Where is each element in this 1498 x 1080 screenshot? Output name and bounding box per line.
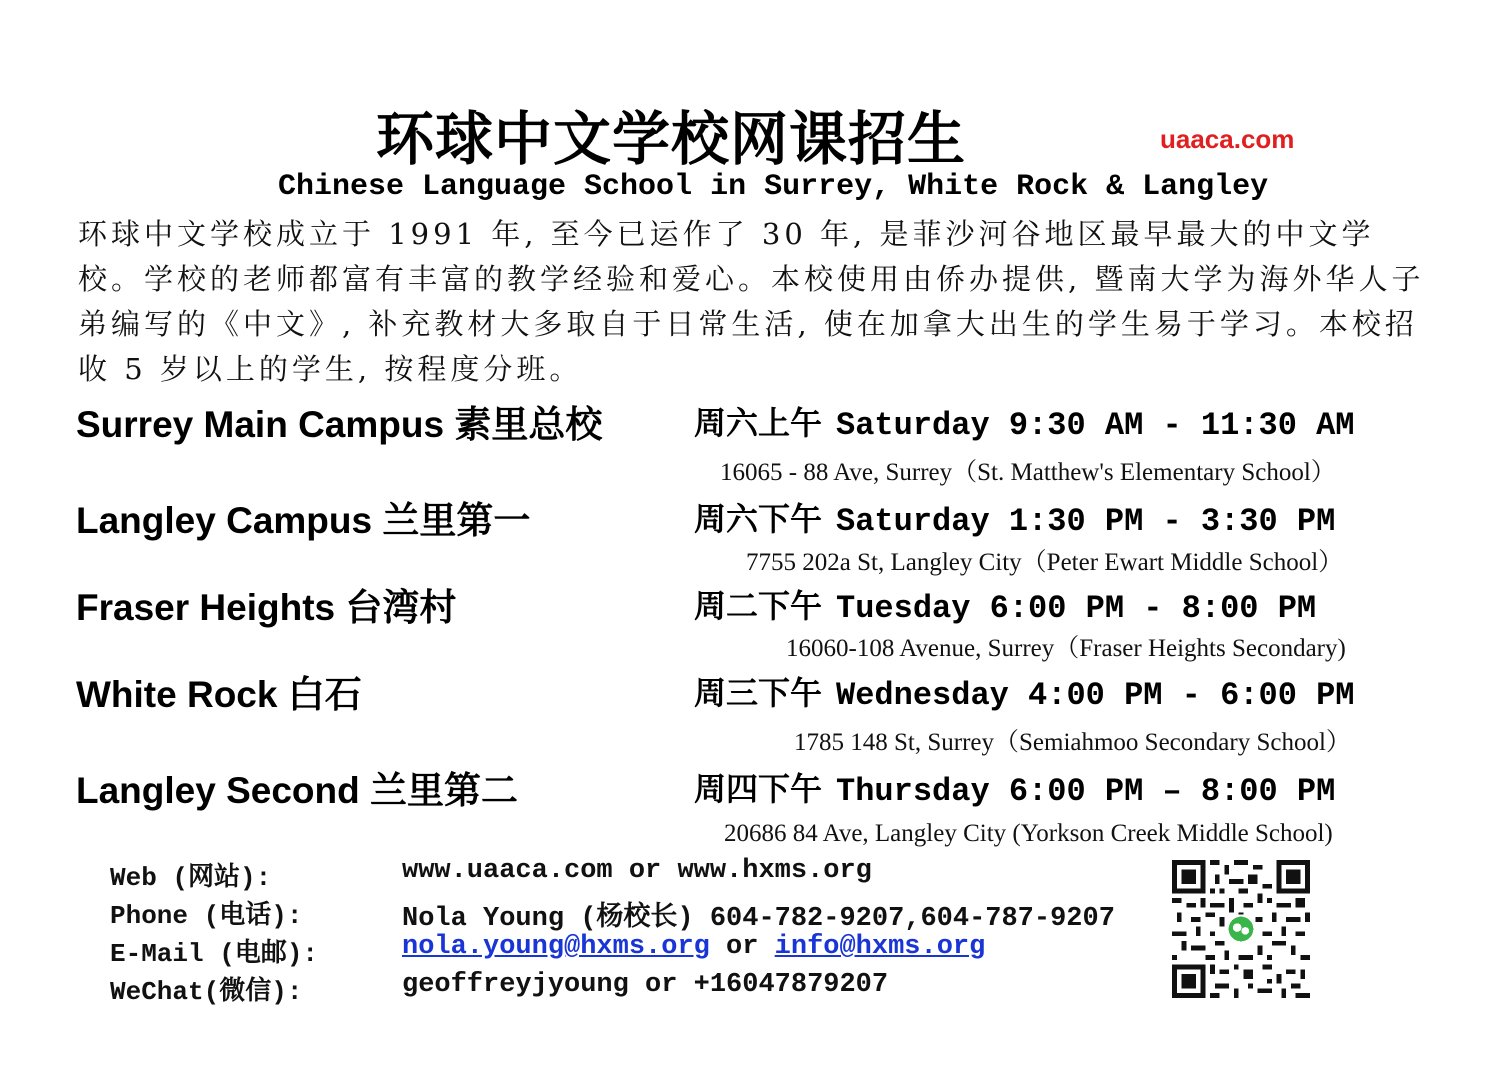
schedule-time: Saturday 9:30 AM - 11:30 AM (836, 407, 1355, 444)
address-white-rock: 1785 148 St, Surrey（Semiahmoo Secondary School） (794, 729, 1351, 756)
schedule-fraser-heights (694, 581, 1316, 627)
email-value (402, 932, 985, 962)
wechat-value: geoffreyjyoung or +16047879207 (402, 970, 889, 1000)
schedule-langley-second (694, 764, 1335, 810)
wechat-label: WeChat(微信): (110, 977, 303, 1007)
web-label: Web (网站): (110, 863, 272, 893)
campus-name-langley-second: Langley Second 兰里第二 (76, 770, 519, 811)
schedule-day-cn: 周二下午 (694, 587, 823, 625)
schedule-surrey-main (694, 398, 1355, 444)
schedule-langley (694, 494, 1335, 540)
web-value[interactable]: www.uaaca.com or www.hxms.org (402, 856, 872, 886)
page-title: 环球中文学校网课招生 (376, 105, 967, 173)
address-fraser-heights: 16060-108 Avenue, Surrey（Fraser Heights Secondary) (786, 635, 1346, 662)
schedule-white-rock (694, 668, 1355, 714)
address-surrey-main: 16065 - 88 Ave, Surrey（St. Matthew's Elementary School） (720, 459, 1336, 486)
campus-name-surrey-main: Surrey Main Campus 素里总校 (76, 404, 603, 445)
email-or: or (709, 932, 775, 962)
schedule-time: Saturday 1:30 PM - 3:30 PM (836, 503, 1336, 540)
subtitle: Chinese Language School in Surrey, White Rock & Langley (278, 170, 1269, 204)
schedule-day-cn: 周三下午 (694, 674, 823, 712)
schedule-day-cn: 周六下午 (694, 500, 823, 538)
schedule-time: Thursday 6:00 PM – 8:00 PM (836, 773, 1336, 810)
campus-name-white-rock: White Rock 白石 (76, 674, 362, 715)
site-domain[interactable]: uaaca.com (1160, 124, 1295, 154)
schedule-time: Tuesday 6:00 PM - 8:00 PM (836, 590, 1317, 627)
email-label: E-Mail (电邮): (110, 939, 319, 969)
campus-name-fraser-heights: Fraser Heights 台湾村 (76, 587, 457, 628)
phone-value: Nola Young (杨校长) 604-782-9207,604-787-9207 (402, 904, 1115, 934)
address-langley: 7755 202a St, Langley City（Peter Ewart Middle School） (746, 549, 1344, 576)
email-link-nola[interactable]: nola.young@hxms.org (402, 932, 710, 962)
intro-paragraph: 环球中文学校成立于 1991 年, 至今已运作了 30 年, 是菲沙河谷地区最早最大的中文学校。学校的老师都富有丰富的教学经验和爱心。本校使用由侨办提供, 暨南大学为海外华人子弟编写的《中文》, 补充教材大多取自于日常生活, 使在加拿大出生的学生易于学习。本校招收 5 岁以上的学生, 按程度分班。 (78, 217, 1425, 386)
campus-name-langley: Langley Campus 兰里第一 (76, 500, 531, 541)
schedule-time: Wednesday 4:00 PM - 6:00 PM (836, 677, 1355, 714)
schedule-day-cn: 周六上午 (694, 404, 823, 442)
schedule-day-cn: 周四下午 (694, 770, 823, 808)
wechat-qr-code-icon (1172, 860, 1310, 998)
email-link-info[interactable]: info@hxms.org (774, 932, 986, 962)
phone-label: Phone (电话): (110, 901, 303, 931)
address-langley-second: 20686 84 Ave, Langley City (Yorkson Creek Middle School) (724, 820, 1333, 847)
